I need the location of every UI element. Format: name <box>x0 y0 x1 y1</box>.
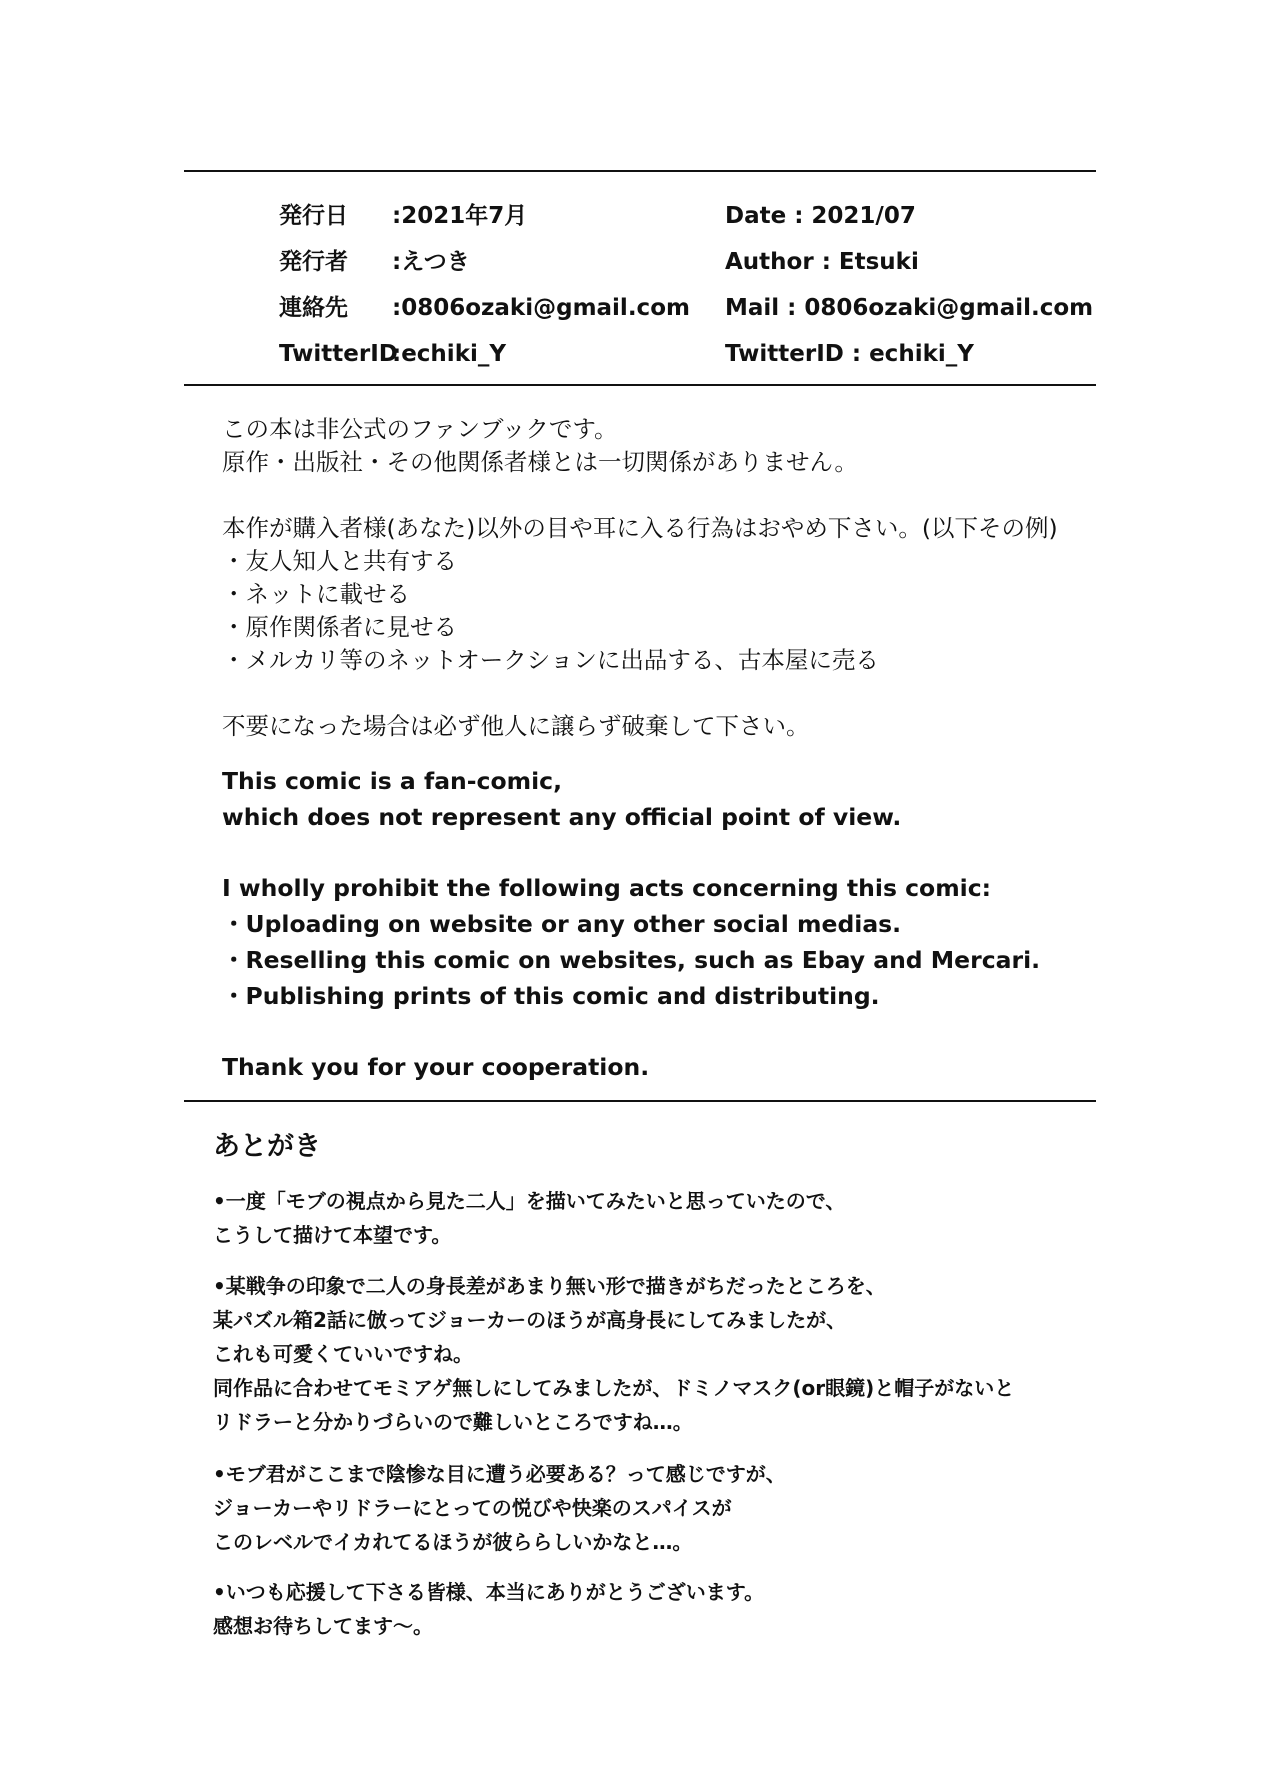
afterword-divider <box>184 1100 1096 1102</box>
afterword-line: 同作品に合わせてモミアゲ無しにしてみましたが、ドミノマスク(or眼鏡)と帽子がないと <box>213 1376 1015 1400</box>
colophon-label-twitter: TwitterID <box>279 341 398 367</box>
afterword-paragraph <box>213 1269 1014 1439</box>
afterword-line: こうして描けて本望です。 <box>213 1223 452 1247</box>
afterword-paragraph <box>213 1457 786 1559</box>
afterword-line: リドラーと分かりづらいので難しいところですね…。 <box>213 1410 693 1434</box>
top-divider <box>184 170 1096 172</box>
colophon-value-date: :2021年7月 <box>392 203 528 229</box>
colophon-value-contact: :0806ozaki@gmail.com <box>392 295 690 321</box>
notice-en-item: ・Uploading on website or any other social medias. <box>222 910 902 938</box>
colophon-label-contact: 連絡先 <box>279 295 348 321</box>
afterword-line: •いつも応援して下さる皆様、本当にありがとうございます。 <box>213 1580 765 1604</box>
afterword-title: あとがき <box>213 1131 321 1162</box>
colophon-value-author: :えつき <box>392 249 470 275</box>
colophon-divider <box>184 384 1096 386</box>
colophon-value-twitter: :echiki_Y <box>392 341 507 367</box>
notice-en-item: ・Reselling this comic on websites, such as Ebay and Mercari. <box>222 946 1041 974</box>
disclaimer <box>222 413 1058 1085</box>
notice-en-intro-line: This comic is a fan-comic, <box>222 767 563 795</box>
colophon-en-twitter: TwitterID : echiki_Y <box>725 341 974 367</box>
notice-en-intro-line: which does not represent any official point of view. <box>222 803 902 831</box>
colophon-en-author: Author : Etsuki <box>725 249 919 275</box>
notice-jp-example: ・ネットに載せる <box>222 580 410 608</box>
notice-jp-disposal: 不要になった場合は必ず他人に譲らず破棄して下さい。 <box>222 712 810 740</box>
notice-jp-prohibition-heading: 本作が購入者様(あなた)以外の目や耳に入る行為はおやめ下さい。(以下その例) <box>222 514 1058 542</box>
notice-jp-intro-line: 原作・出版社・その他関係者様とは一切関係がありません。 <box>222 448 858 476</box>
notice-jp-example: ・友人知人と共有する <box>222 547 457 575</box>
notice-en-item: ・Publishing prints of this comic and distributing. <box>222 982 880 1010</box>
afterword-line: 感想お待ちしてます〜。 <box>213 1614 433 1638</box>
afterword-line: ジョーカーやリドラーにとっての悦びや快楽のスパイスが <box>213 1496 732 1520</box>
afterword-line: 某パズル箱2話に倣ってジョーカーのほうが高身長にしてみましたが、 <box>213 1308 847 1332</box>
notice-jp-example: ・原作関係者に見せる <box>222 613 457 641</box>
notice-en-prohibition-heading: I wholly prohibit the following acts concerning this comic: <box>222 874 992 902</box>
afterword-line: このレベルでイカれてるほうが彼ららしいかなと…。 <box>213 1530 693 1554</box>
afterword-line: •モブ君がここまで陰惨な目に遭う必要ある？って感じですが、 <box>213 1462 786 1486</box>
colophon-en-mail: Mail : 0806ozaki@gmail.com <box>725 295 1094 321</box>
afterword-line: これも可愛くていいですね。 <box>213 1342 473 1366</box>
notice-en-thanks: Thank you for your cooperation. <box>222 1053 650 1081</box>
afterword-paragraph <box>213 1184 845 1252</box>
colophon-label-date: 発行日 <box>279 203 348 229</box>
colophon-en-date: Date : 2021/07 <box>725 203 916 229</box>
notice-jp-example: ・メルカリ等のネットオークションに出品する、古本屋に売る <box>222 646 879 674</box>
colophon-label-author: 発行者 <box>279 249 348 275</box>
afterword-line: •一度「モブの視点から見た二人」を描いてみたいと思っていたので、 <box>213 1189 846 1213</box>
afterword-line: •某戦争の印象で二人の身長差があまり無い形で描きがちだったところを、 <box>213 1274 886 1298</box>
notice-jp-intro-line: この本は非公式のファンブックです。 <box>222 415 618 443</box>
afterword-paragraph <box>213 1575 764 1643</box>
